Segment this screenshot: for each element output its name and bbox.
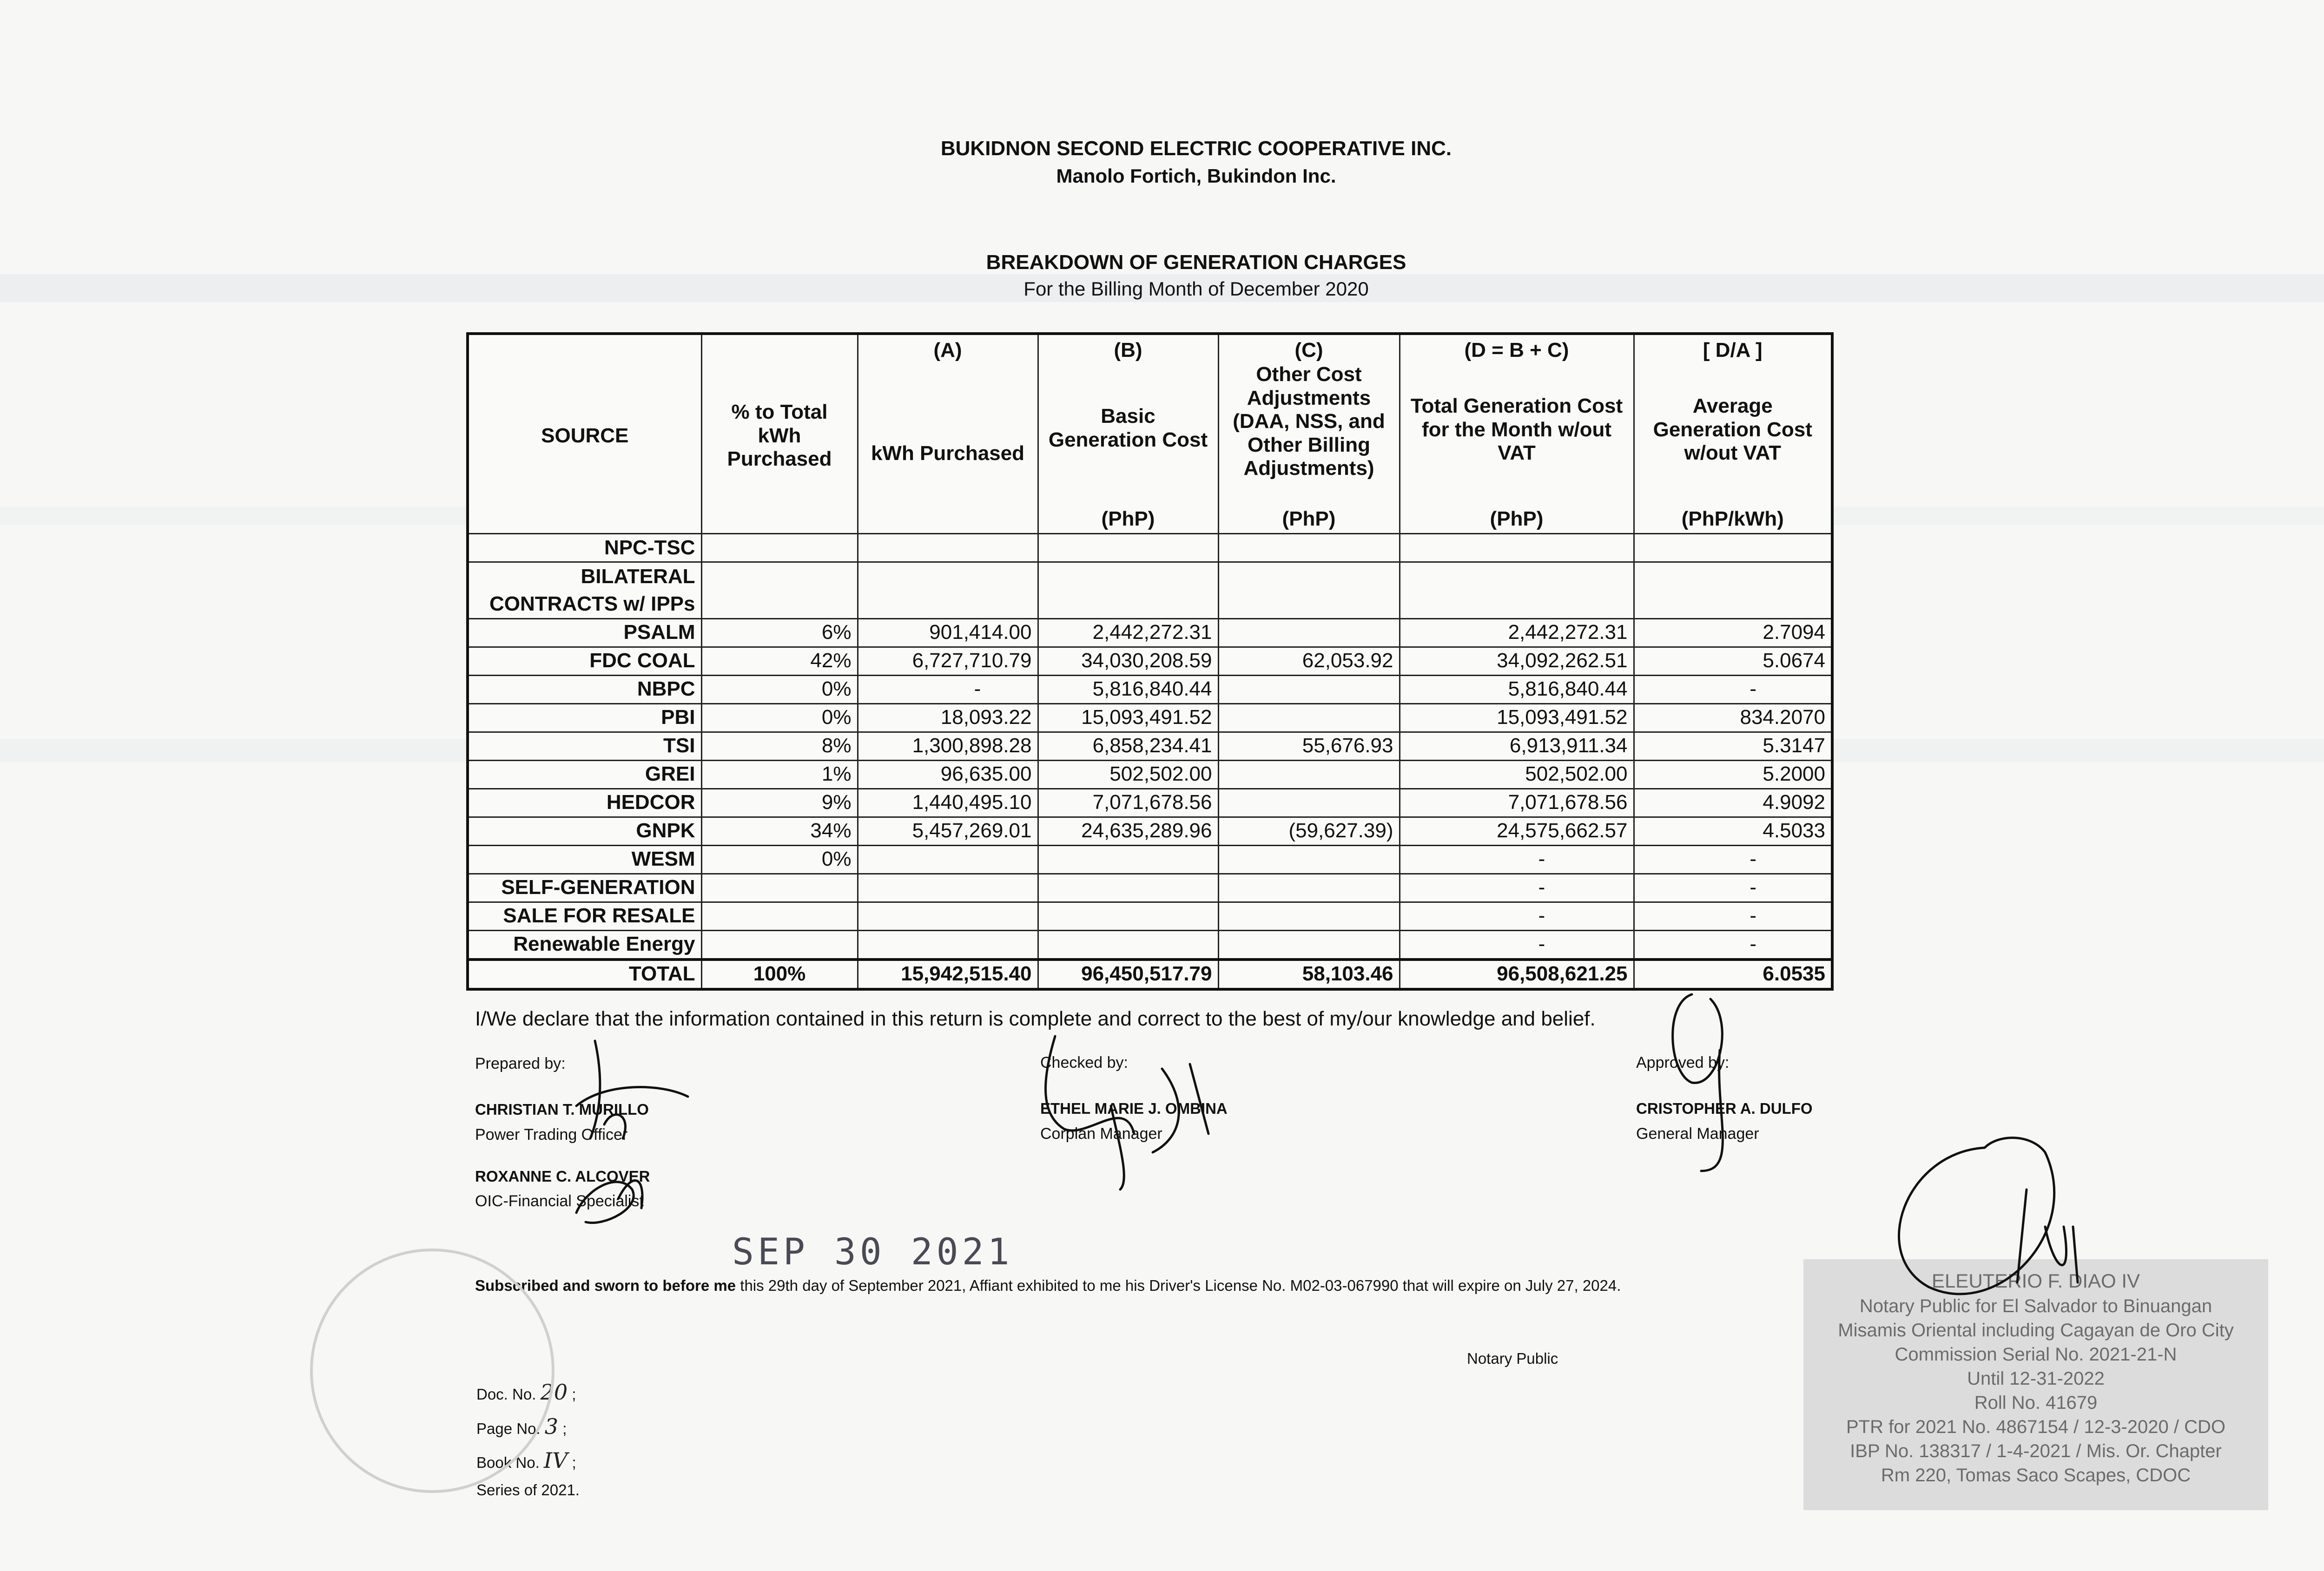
total-cost-cell: - <box>1400 930 1634 960</box>
organization-address: Manolo Fortich, Bukindon Inc. <box>1056 165 1336 187</box>
checker-title: Corplan Manager <box>1040 1125 1162 1143</box>
series-text: Series of 2021. <box>476 1481 580 1499</box>
total-cost-cell: 7,071,678.56 <box>1400 789 1634 817</box>
source-cell: NBPC <box>468 675 701 703</box>
avg-cost-cell: - <box>1634 930 1832 960</box>
source-cell: PSALM <box>468 618 701 647</box>
col-kwh: (A) kWh Purchased <box>858 334 1038 534</box>
declaration-text: I/We declare that the information contained in this return is complete and correct to the best of my/our knowledge and belief. <box>475 1007 1596 1030</box>
total-cost-cell: 24,575,662.57 <box>1400 817 1634 845</box>
basic-cost-cell: 34,030,208.59 <box>1038 647 1218 675</box>
avg-cost-cell: - <box>1634 675 1832 703</box>
preparer-title: OIC-Financial Specialist <box>475 1192 644 1210</box>
sworn-statement: Subscribed and sworn to before me this 29th day of September 2021, Affiant exhibited to me his Driver's License No. M02-03-067990 that will expire on July 27, 2024. <box>475 1277 1621 1294</box>
total-cost-cell: 2,442,272.31 <box>1400 618 1634 647</box>
source-cell: GNPK <box>468 817 701 845</box>
kwh-cell: 96,635.00 <box>858 760 1038 789</box>
avg-cost-cell: 4.5033 <box>1634 817 1832 845</box>
preparer-title: Power Trading Officer <box>475 1126 628 1144</box>
kwh-cell: 15,942,515.40 <box>858 960 1038 989</box>
basic-cost-cell: 96,450,517.79 <box>1038 960 1218 989</box>
avg-cost-cell: 5.2000 <box>1634 760 1832 789</box>
source-cell: PBI <box>468 703 701 732</box>
organization-name: BUKIDNON SECOND ELECTRIC COOPERATIVE INC. <box>940 137 1452 160</box>
source-cell: WESM <box>468 845 701 874</box>
total-cost-cell: - <box>1400 845 1634 874</box>
total-cost-cell: 5,816,840.44 <box>1400 675 1634 703</box>
page-number: 3 <box>544 1413 559 1439</box>
total-cost-cell: 502,502.00 <box>1400 760 1634 789</box>
preparer-signature <box>576 1041 688 1138</box>
basic-cost-cell: 502,502.00 <box>1038 760 1218 789</box>
source-cell: SALE FOR RESALE <box>468 902 701 930</box>
total-cost-cell: 6,913,911.34 <box>1400 732 1634 760</box>
seal-emboss <box>311 1250 553 1492</box>
pct-cell: 34% <box>701 817 858 845</box>
col-basic: (B) Basic Generation Cost (PhP) <box>1038 334 1218 534</box>
pct-cell: 100% <box>701 960 858 989</box>
total-cost-cell: - <box>1400 902 1634 930</box>
source-cell: NPC-TSC <box>468 534 701 562</box>
source-cell: HEDCOR <box>468 789 701 817</box>
basic-cost-cell: 2,442,272.31 <box>1038 618 1218 647</box>
received-date-stamp: SEP 30 2021 <box>732 1231 1013 1273</box>
avg-cost-cell: 5.0674 <box>1634 647 1832 675</box>
kwh-cell: 1,300,898.28 <box>858 732 1038 760</box>
notary-signature <box>1899 1138 2078 1294</box>
basic-cost-cell: 15,093,491.52 <box>1038 703 1218 732</box>
pct-cell: 9% <box>701 789 858 817</box>
kwh-cell: 901,414.00 <box>858 618 1038 647</box>
kwh-cell: 6,727,710.79 <box>858 647 1038 675</box>
preparer-name: CHRISTIAN T. MURILLO <box>475 1101 649 1118</box>
pct-cell: 0% <box>701 703 858 732</box>
pct-cell: 0% <box>701 675 858 703</box>
source-cell: Renewable Energy <box>468 930 701 960</box>
notary-stamp: ELEUTERIO F. DIAO IV Notary Public for El Salvador to Binuangan Misamis Oriental including Cagayan de Oro City Commission Serial No. 2021-21-N Until 12-31-2022 Roll No. 41679 PTR for 2021 No. 4867154 / 12-3-2020 / CDO IBP No. 138317 / 1-4-2021 / Mis. Or. Chapter Rm 220, Tomas Saco Scapes, CDOC <box>1803 1259 2268 1510</box>
total-cost-cell: 34,092,262.51 <box>1400 647 1634 675</box>
kwh-cell: 1,440,495.10 <box>858 789 1038 817</box>
source-cell: SELF-GENERATION <box>468 874 701 902</box>
other-cost-cell: 62,053.92 <box>1218 647 1400 675</box>
col-pct: % to Total kWh Purchased <box>701 334 858 534</box>
total-cost-cell: - <box>1400 874 1634 902</box>
approver-signature <box>1673 994 1723 1171</box>
basic-cost-cell: 7,071,678.56 <box>1038 789 1218 817</box>
source-cell: BILATERAL CONTRACTS w/ IPPs <box>468 562 701 619</box>
checker-signature <box>1046 1036 1208 1190</box>
avg-cost-cell: 834.2070 <box>1634 703 1832 732</box>
checker-name: ETHEL MARIE J. OMBINA <box>1040 1100 1228 1117</box>
other-cost-cell: 55,676.93 <box>1218 732 1400 760</box>
report-title: BREAKDOWN OF GENERATION CHARGES <box>986 251 1406 274</box>
pct-cell: 0% <box>701 845 858 874</box>
col-total: (D = B + C) Total Generation Cost for the Month w/out VAT (PhP) <box>1400 334 1634 534</box>
source-cell: GREI <box>468 760 701 789</box>
avg-cost-cell: - <box>1634 902 1832 930</box>
other-cost-cell: (59,627.39) <box>1218 817 1400 845</box>
col-source: SOURCE <box>468 334 701 534</box>
col-other: (C) Other Cost Adjustments (DAA, NSS, and Other Billing Adjustments) (PhP) <box>1218 334 1400 534</box>
total-cost-cell: 96,508,621.25 <box>1400 960 1634 989</box>
billing-period: For the Billing Month of December 2020 <box>1023 278 1369 300</box>
total-cost-cell: 15,093,491.52 <box>1400 703 1634 732</box>
approved-by-label: Approved by: <box>1636 1054 1730 1071</box>
avg-cost-cell: 2.7094 <box>1634 618 1832 647</box>
approver-title: General Manager <box>1636 1125 1759 1143</box>
kwh-cell: - <box>858 675 1038 703</box>
basic-cost-cell: 6,858,234.41 <box>1038 732 1218 760</box>
basic-cost-cell: 5,816,840.44 <box>1038 675 1218 703</box>
pct-cell: 42% <box>701 647 858 675</box>
pct-cell: 6% <box>701 618 858 647</box>
avg-cost-cell: 6.0535 <box>1634 960 1832 989</box>
avg-cost-cell: 5.3147 <box>1634 732 1832 760</box>
book-number: IV <box>543 1448 568 1473</box>
preparer-name: ROXANNE C. ALCOVER <box>475 1167 650 1185</box>
pct-cell: 8% <box>701 732 858 760</box>
notary-public-label: Notary Public <box>1467 1350 1558 1367</box>
avg-cost-cell: - <box>1634 845 1832 874</box>
other-cost-cell: 58,103.46 <box>1218 960 1400 989</box>
approver-name: CRISTOPHER A. DULFO <box>1636 1100 1813 1117</box>
doc-number: 20 <box>540 1380 568 1405</box>
alcover-signature <box>576 1181 642 1223</box>
checked-by-label: Checked by: <box>1040 1054 1128 1071</box>
pct-cell: 1% <box>701 760 858 789</box>
prepared-by-label: Prepared by: <box>475 1055 566 1072</box>
kwh-cell: 5,457,269.01 <box>858 817 1038 845</box>
col-average: [ D/A ] Average Generation Cost w/out VAT (PhP/kWh) <box>1634 334 1832 534</box>
avg-cost-cell: 4.9092 <box>1634 789 1832 817</box>
document-references: Doc. No. 20 ; Page No. 3 ; Book No. IV ; Series of 2021. <box>476 1375 580 1503</box>
source-cell: TSI <box>468 732 701 760</box>
source-cell: TOTAL <box>468 960 701 989</box>
kwh-cell: 18,093.22 <box>858 703 1038 732</box>
avg-cost-cell: - <box>1634 874 1832 902</box>
source-cell: FDC COAL <box>468 647 701 675</box>
basic-cost-cell: 24,635,289.96 <box>1038 817 1218 845</box>
